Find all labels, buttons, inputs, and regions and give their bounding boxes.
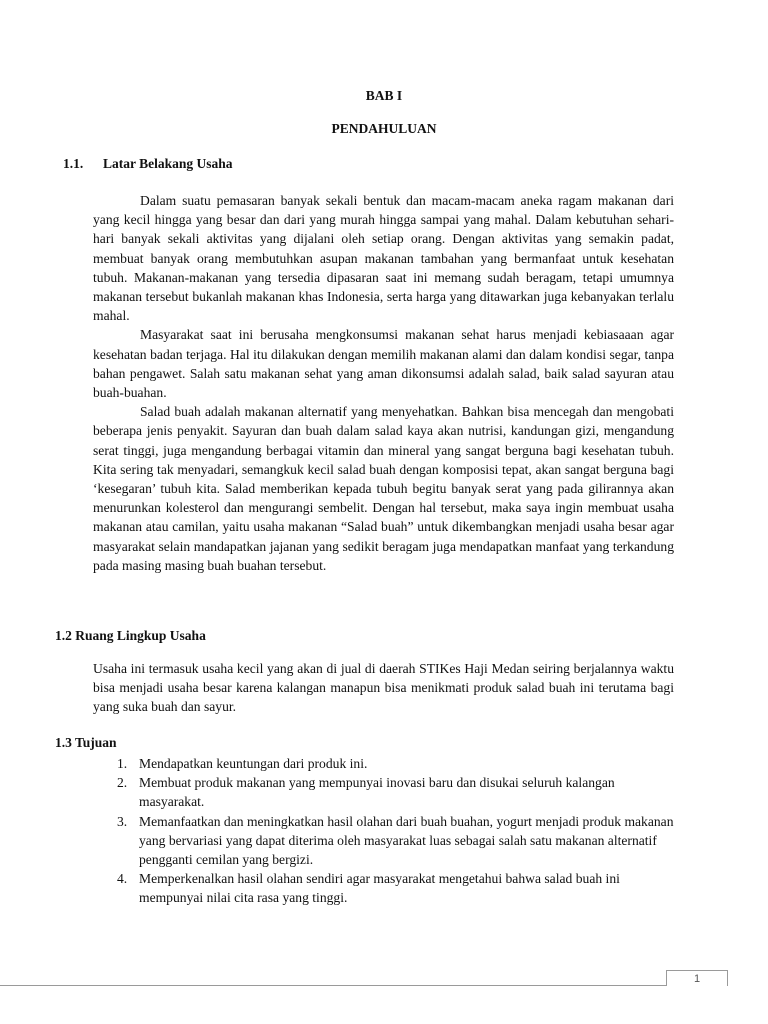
paragraph: Dalam suatu pemasaran banyak sekali bentuk dan macam-macam aneka ragam makanan dari yang kecil hingga yang besar dan dari yang murah hingga sampai yang mahal. Dalam kebutuhan sehari-hari banyak sekali aktivitas yang dijalani oleh setiap orang. Dengan aktivitas yang semakin padat, membuat banyak orang membutuhkan asupan makanan tambahan yang bermanfaat untuk kesehatan tubuh. Makanan-makanan yang tersedia dipasaran saat ini memang sudah beragam, tetapi umumnya makanan tersebut bukanlah makanan khas Indonesia, serta harga yang ditawarkan juga kebanyakan terlalu mahal. xyxy=(93,193,674,324)
section-body-1-1 xyxy=(93,191,674,575)
page-number: 1 xyxy=(666,970,728,986)
section-number: 1.1. xyxy=(63,156,84,171)
list-item xyxy=(93,869,674,907)
list-item xyxy=(93,812,674,870)
section-title: Latar Belakang Usaha xyxy=(103,156,233,171)
paragraph: Salad buah adalah makanan alternatif yang menyehatkan. Bahkan bisa mencegah dan mengobati beberapa jenis penyakit. Sayuran dan buah dalam salad kaya akan nutrisi, kandungan gizi, mengandung serat tinggi, juga mengandung berbagai vitamin dan mineral yang sangat berguna bagi kesehatan tubuh. Kita sering tak menyadari, semangkuk kecil salad buah dengan komposisi tepat, akan sangat berguna bagi ‘kesegaran’ tubuh kita. Salad memberikan kepada tubuh begitu banyak serat yang pada gilirannya akan menurunkan kolesterol dan mengurangi sembelit. Dengan hal tersebut, maka saya ingin membuat usaha makanan atau camilan, yaitu usaha makanan “Salad buah” untuk dikembangkan menjadi usaha besar agar masyarakat selain mandapatkan jajanan yang sedikit beragam juga mendapatkan manfaat yang terkandung pada masing masing buah buahan tersebut. xyxy=(93,404,674,573)
paragraph: Usaha ini termasuk usaha kecil yang akan di jual di daerah STIKes Haji Medan seiring berjalannya waktu bisa menjadi usaha besar karena kalangan manapun bisa menikmati produk salad buah ini terutama bagi yang suka buah dan sayur. xyxy=(93,661,674,715)
list-text: Memanfaatkan dan meningkatkan hasil olahan dari buah buahan, yogurt menjadi produk makanan yang bervariasi yang dapat diterima oleh masyarakat luas sebagai salah satu makanan alternatif pengganti cemilan yang bergizi. xyxy=(139,813,674,868)
list-text: Mendapatkan keuntungan dari produk ini. xyxy=(139,756,368,771)
section-heading-1-1 xyxy=(63,156,233,172)
chapter-title: PENDAHULUAN xyxy=(331,121,437,136)
list-number: 3. xyxy=(117,813,128,829)
section-body-1-2 xyxy=(93,659,674,717)
list-number: 4. xyxy=(117,871,128,887)
list-number: 2. xyxy=(117,775,128,791)
section-heading-1-2: 1.2 Ruang Lingkup Usaha xyxy=(55,628,206,643)
list-item xyxy=(93,754,674,773)
list-number: 1. xyxy=(117,756,128,771)
objectives-list xyxy=(93,754,674,908)
footer-divider xyxy=(0,985,666,986)
chapter-number: BAB I xyxy=(365,88,403,103)
list-text: Memperkenalkan hasil olahan sendiri agar masyarakat mengetahui bahwa salad buah ini mempunyai nilai cita rasa yang tinggi. xyxy=(139,871,620,906)
list-item xyxy=(93,773,674,811)
paragraph: Masyarakat saat ini berusaha mengkonsumsi makanan sehat harus menjadi kebiasaaan agar kesehatan badan terjaga. Hal itu dilakukan dengan memilih makanan alami dan dalam kondisi segar, tanpa bahan pengawet. Salah satu makanan sehat yang aman dikonsumsi adalah salad, baik salad sayuran atau buah-buahan. xyxy=(93,327,674,401)
list-text: Membuat produk makanan yang mempunyai inovasi baru dan disukai seluruh kalangan masyarakat. xyxy=(139,775,615,810)
section-heading-1-3: 1.3 Tujuan xyxy=(55,735,117,750)
